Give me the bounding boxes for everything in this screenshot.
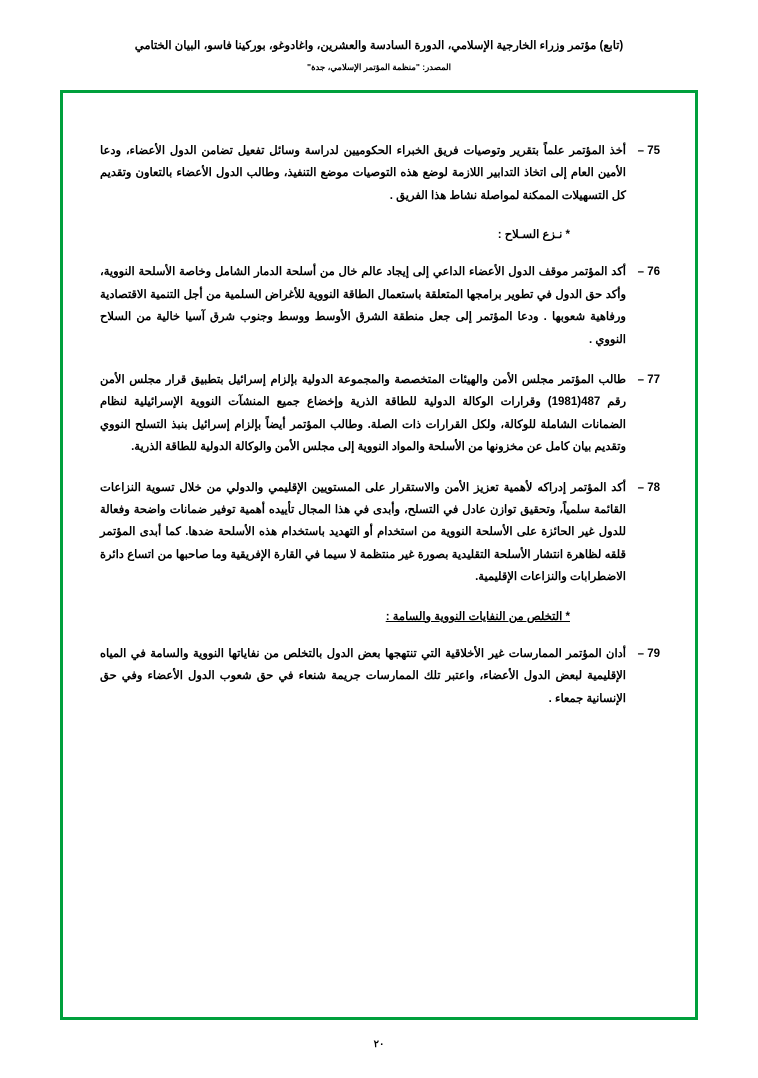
paragraph-text: طالب المؤتمر مجلس الأمن والهيئات المتخصصة والمجموعة الدولية بإلزام إسرائيل بتطبيق قرار مجلس الأمن رقم 487(1981) وقرارات الوكالة الدولية للطاقة الذرية وإخضاع جميع المنشآت النووية الإسرائيلية لنظام الضمانات الشاملة للوكالة، ولكل القرارات ذات الصلة. وطالب المؤتمر أيضاً بإلزام إسرائيل بنبذ التسلح النووي وتقديم بيان كامل عن مخزونها من الأسلحة والمواد النووية إلى مجلس الأمن والوكالة الدولية للطاقة الذرية.: [100, 373, 626, 454]
paragraph-number: 76 –: [637, 266, 660, 279]
section-heading-disarmament: [100, 227, 660, 241]
section-heading-label: * التخلص من النفايات النووية والسامة :: [385, 610, 570, 623]
header-title: (تابع) مؤتمر وزراء الخارجية الإسلامي، الدورة السادسة والعشرين، واغادوغو، بوركينا فاسو، البيان الختامي: [134, 40, 624, 52]
paragraph-76: [100, 261, 660, 351]
header-source: المصدر: "منظمة المؤتمر الإسلامي، جدة": [307, 62, 451, 73]
page-footer: [0, 1039, 758, 1050]
page-number: ٢٠: [373, 1039, 385, 1050]
paragraph-text: أكد المؤتمر إدراكه لأهمية تعزيز الأمن والاستقرار على المستويين الإقليمي والدولي من خلال تسوية النزاعات القائمة سلمياً، وتحقيق توازن عادل في التسلح، وأبدى في هذا المجال تأييده أهمية توفير ضمانات واضحة وفعالة للدول غير الحائزة على الأسلحة النووية من استخدام أو التهديد باستخدام هذه الأسلحة ضدها. كما أبدى المؤتمر قلقه لظاهرة انتشار الأسلحة التقليدية بصورة غير منتظمة لا سيما في القارة الإفريقية وما صاحبها من اتساع دائرة الاضطرابات والنزاعات الإقليمية.: [100, 481, 626, 584]
paragraph-78: [100, 477, 660, 589]
paragraph-text: أدان المؤتمر الممارسات غير الأخلاقية التي تنتهجها بعض الدول بالتخلص من نفاياتها النووية والسامة في المياه الإقليمية لبعض الدول الأعضاء، واعتبر تلك الممارسات جريمة شنعاء في حق شعوب الدول الأعضاء وفي حق الإنسانية جمعاء .: [100, 647, 626, 705]
paragraph-number: 77 –: [637, 373, 660, 386]
section-heading-label: * نـزع السـلاح :: [497, 229, 570, 242]
paragraph-number: 78 –: [637, 481, 660, 494]
paragraph-75: [100, 140, 660, 207]
paragraph-number: 75 –: [637, 145, 660, 157]
section-heading-nuclear-waste: [100, 609, 660, 623]
paragraph-79: [100, 643, 660, 710]
document-content: [100, 140, 660, 728]
paragraph-text: أخذ المؤتمر علماً بتقرير وتوصيات فريق الخبراء الحكوميين لدراسة وسائل تفعيل تضامن الدول الأعضاء، ودعا الأمين العام إلى اتخاذ التدابير اللازمة لوضع هذه التوصيات موضع التنفيذ، وطالب الدول الأعضاء بالتعاون وتقديم كل التسهيلات الممكنة لمواصلة نشاط هذا الفريق .: [100, 145, 626, 202]
paragraph-text: أكد المؤتمر موقف الدول الأعضاء الداعي إلى إيجاد عالم خال من أسلحة الدمار الشامل وخاصة الأسلحة النووية، وأكد حق الدول في تطوير برامجها المتعلقة باستعمال الطاقة النووية للأغراض السلمية من أجل التنمية الاقتصادية ورفاهية شعوبها . ودعا المؤتمر إلى جعل منطقة الشرق الأوسط ووسط وجنوب شرق آسيا خالية من السلاح النووي .: [100, 266, 626, 346]
page-header: [0, 38, 758, 73]
paragraph-77: [100, 369, 660, 459]
paragraph-number: 79 –: [637, 647, 660, 660]
